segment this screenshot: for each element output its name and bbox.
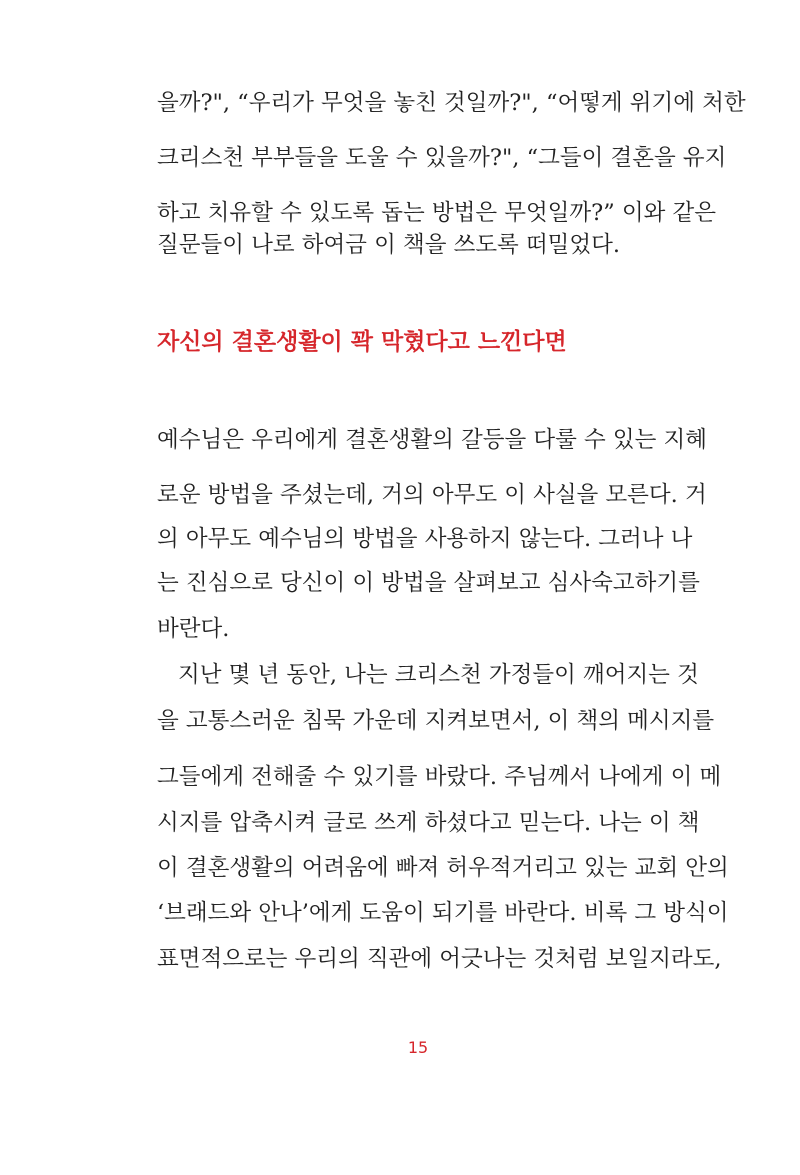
body-text-line: 질문들이 나로 하여금 이 책을 쓰도록 떠밀었다. (157, 232, 621, 258)
body-text-line: 표면적으로는 우리의 직관에 어긋나는 것처럼 보일지라도, (157, 946, 722, 972)
body-text-line: 는 진심으로 당신이 이 방법을 살펴보고 심사숙고하기를 (157, 570, 700, 596)
body-text-line: 이 결혼생활의 어려움에 빠져 허우적거리고 있는 교회 안의 (157, 855, 729, 881)
body-text-line: 로운 방법을 주셨는데, 거의 아무도 이 사실을 모른다. 거 (157, 482, 707, 508)
body-text-line: 의 아무도 예수님의 방법을 사용하지 않는다. 그러나 나 (157, 526, 693, 552)
section-heading: 자신의 결혼생활이 꽉 막혔다고 느낀다면 (157, 329, 567, 355)
body-text-line: 하고 치유할 수 있도록 돕는 방법은 무엇일까?” 이와 같은 (157, 200, 716, 226)
body-text-line: 지난 몇 년 동안, 나는 크리스천 가정들이 깨어지는 것 (178, 662, 699, 688)
body-text-line: 크리스천 부부들을 도울 수 있을까?", “그들이 결혼을 유지 (157, 145, 727, 171)
body-text-line: 을까?", “우리가 무엇을 놓친 것일까?", “어떻게 위기에 처한 (157, 90, 746, 116)
page-number: 15 (407, 1038, 429, 1057)
body-text-line: 그들에게 전해줄 수 있기를 바랐다. 주님께서 나에게 이 메 (157, 764, 722, 790)
body-text-line: 시지를 압축시켜 글로 쓰게 하셨다고 믿는다. 나는 이 책 (157, 810, 700, 836)
body-text-line: 을 고통스러운 침묵 가운데 지켜보면서, 이 책의 메시지를 (157, 708, 715, 734)
body-text-line: ‘브래드와 안나’에게 도움이 되기를 바란다. 비록 그 방식이 (157, 900, 729, 926)
body-text-line: 예수님은 우리에게 결혼생활의 갈등을 다룰 수 있는 지혜 (157, 427, 707, 453)
body-text-line: 바란다. (157, 616, 230, 642)
